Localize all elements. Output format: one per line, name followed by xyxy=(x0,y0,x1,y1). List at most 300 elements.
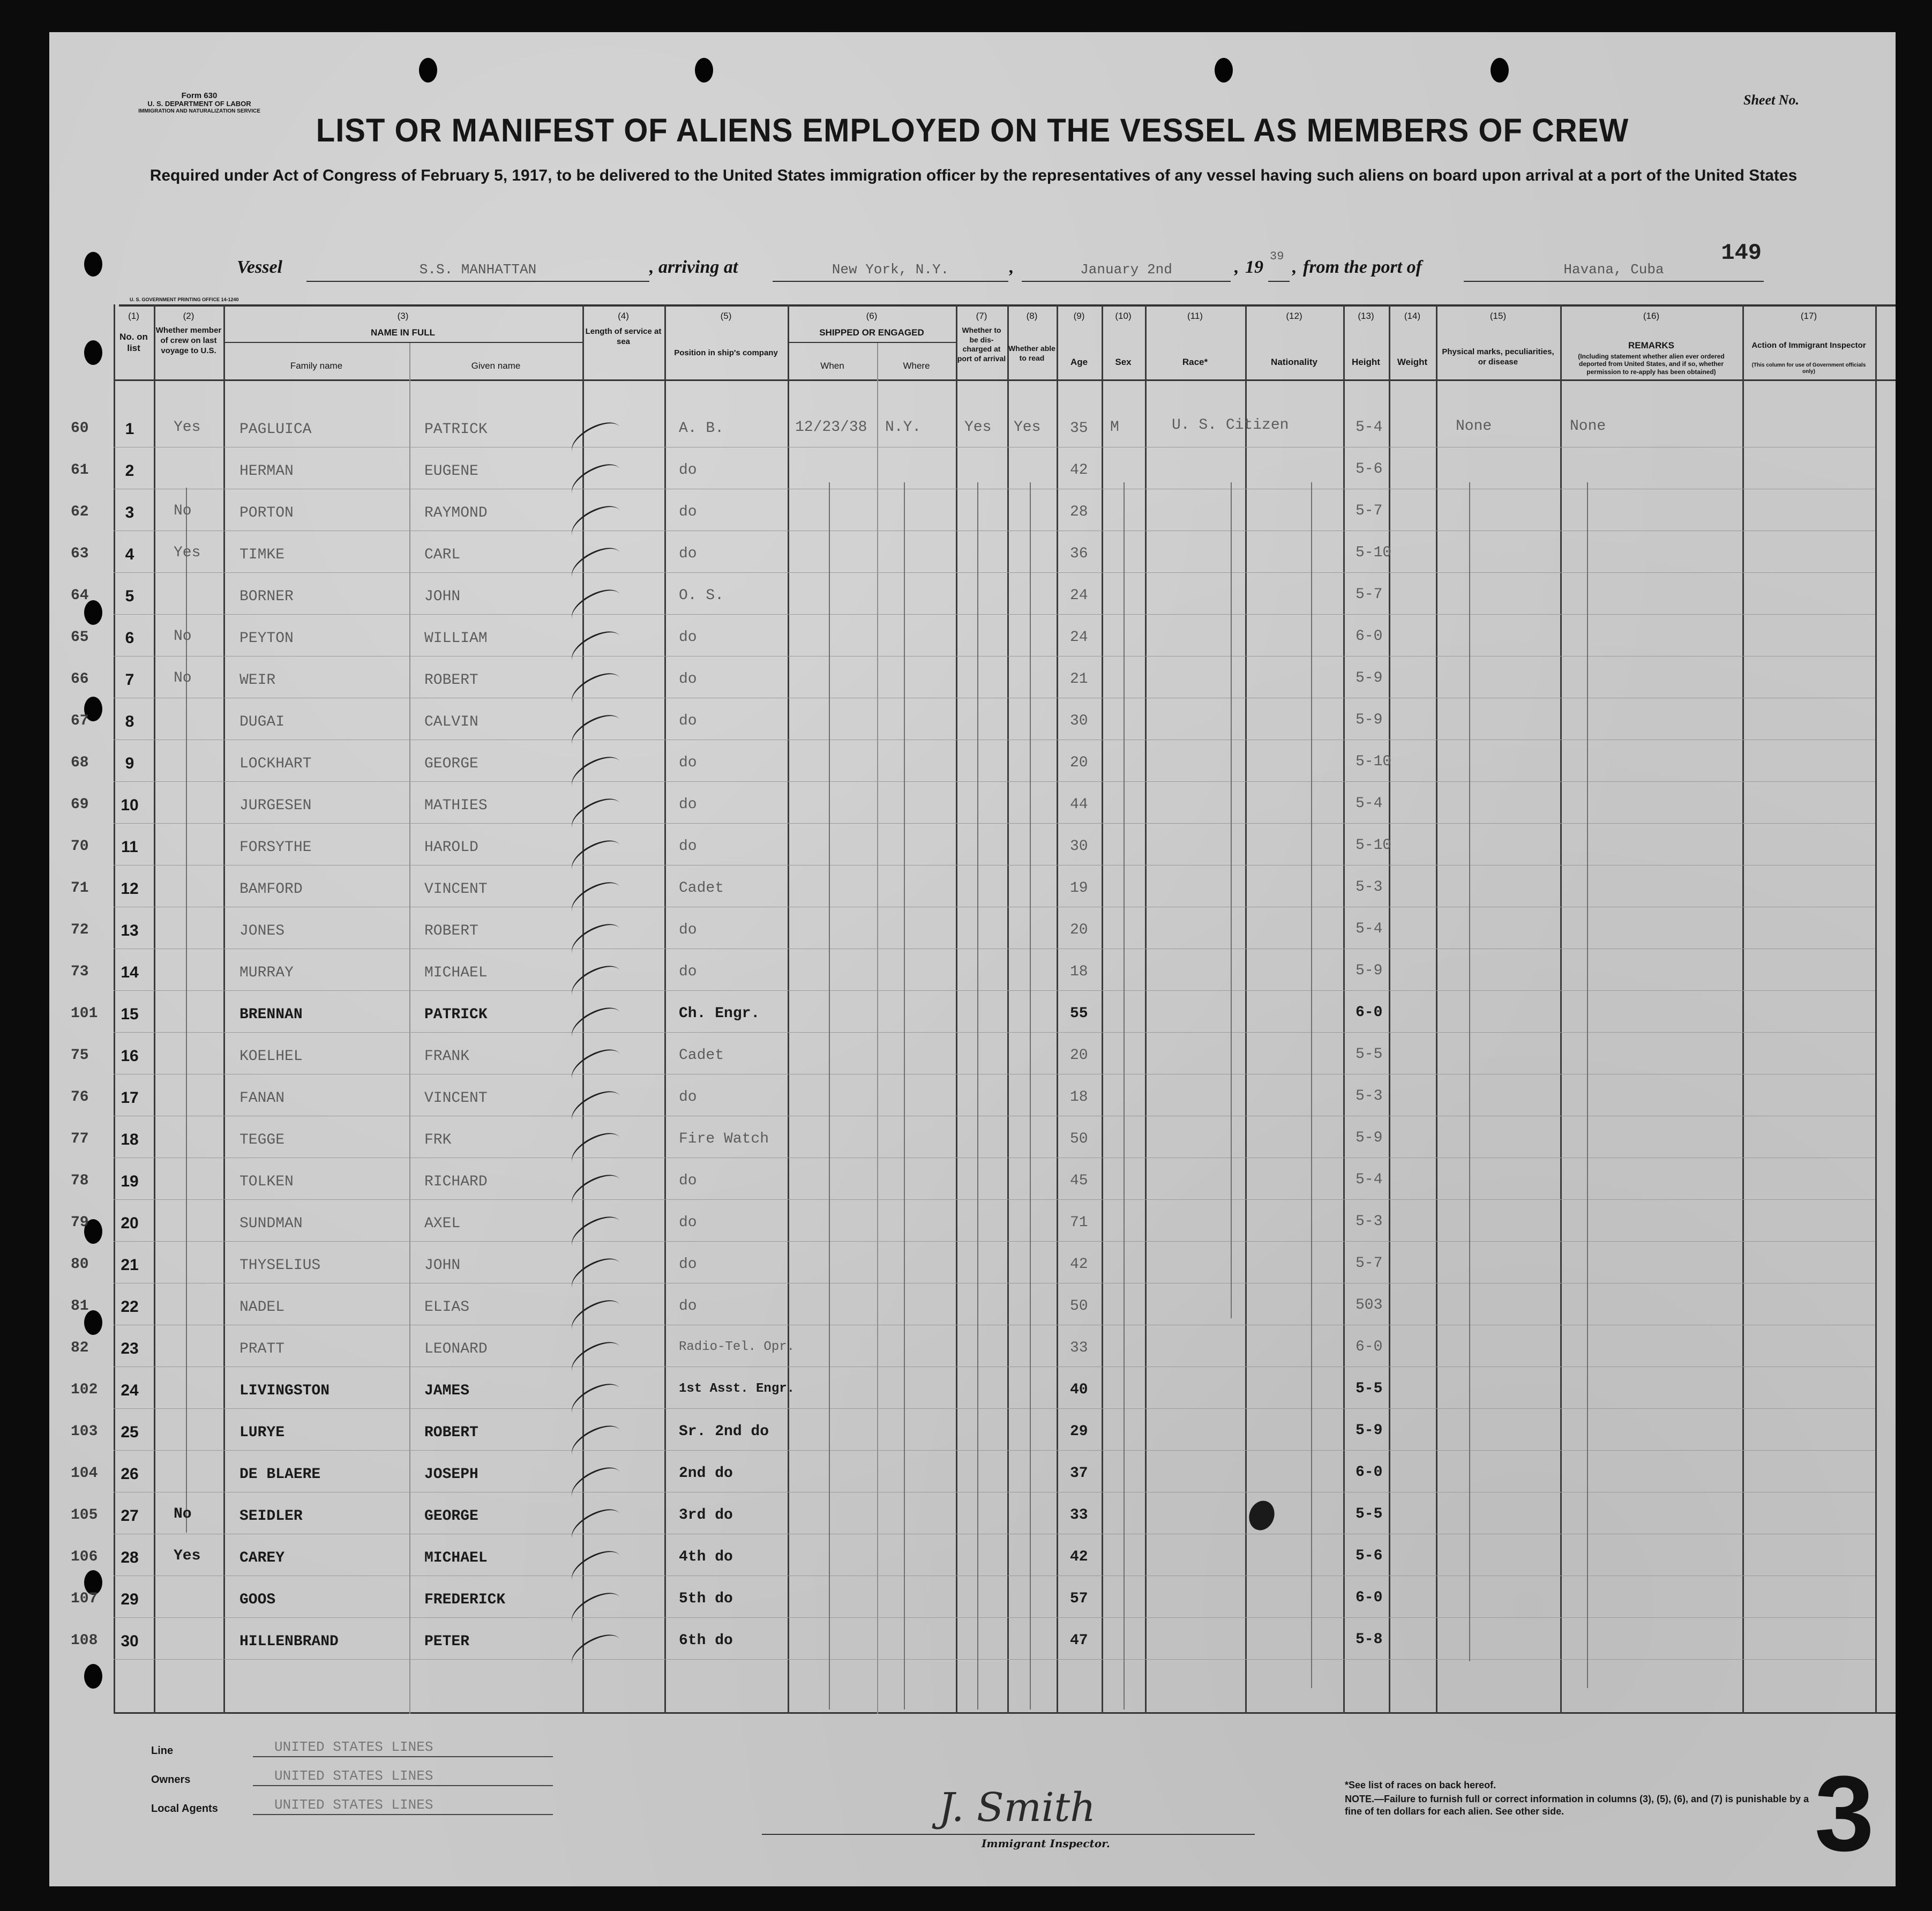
height-cell: 5-10 xyxy=(1356,753,1392,770)
margin-number: 70 xyxy=(71,838,89,855)
age-cell: 42 xyxy=(1070,1256,1088,1273)
age-cell: 18 xyxy=(1070,964,1088,980)
margin-number: 67 xyxy=(71,713,89,729)
table-row xyxy=(49,1541,1896,1582)
given-name-cell: FRANK xyxy=(424,1048,470,1065)
discharged-cell: Yes xyxy=(964,419,992,436)
header-action: Action of Immigrant Inspector xyxy=(1751,341,1866,350)
from-port: Havana, Cuba xyxy=(1464,262,1764,282)
table-row xyxy=(49,1416,1896,1457)
vessel-line: Vessel S.S. MANHATTAN , arriving at New York, N.Y. , January 2nd , 19 39 , from the port of Havana, Cuba xyxy=(237,257,1764,289)
last-voyage-cell: No xyxy=(174,628,192,645)
header-weight: Weight xyxy=(1397,357,1428,367)
height-cell: 5-9 xyxy=(1356,712,1383,728)
position-cell: Cadet xyxy=(679,880,724,897)
table-row xyxy=(49,1625,1896,1666)
age-cell: 44 xyxy=(1070,796,1088,813)
physical-marks-cell: None xyxy=(1456,418,1492,435)
given-name-cell: ROBERT xyxy=(424,1424,478,1441)
punch-hole xyxy=(419,58,437,83)
table-row xyxy=(49,1458,1896,1498)
family-name-cell: KOELHEL xyxy=(239,1048,303,1065)
position-cell: 1st Asst. Engr. xyxy=(679,1382,795,1396)
punch-hole xyxy=(84,252,102,277)
last-voyage-cell: No xyxy=(174,1506,192,1522)
age-cell: 42 xyxy=(1070,1549,1088,1565)
position-cell: do xyxy=(679,838,697,855)
position-cell: 6th do xyxy=(679,1632,733,1649)
family-name-cell: SUNDMAN xyxy=(239,1215,303,1232)
table-row xyxy=(49,413,1896,453)
table-row xyxy=(49,956,1896,997)
table-row xyxy=(49,872,1896,913)
position-cell: A. B. xyxy=(679,420,724,437)
given-name-cell: AXEL xyxy=(424,1215,461,1232)
table-row xyxy=(49,998,1896,1039)
age-cell: 71 xyxy=(1070,1214,1088,1231)
height-cell: 5-9 xyxy=(1356,1130,1383,1146)
margin-number: 64 xyxy=(71,587,89,604)
age-cell: 50 xyxy=(1070,1298,1088,1315)
col-number: (2) xyxy=(183,311,194,321)
age-cell: 24 xyxy=(1070,629,1088,646)
margin-number: 105 xyxy=(71,1507,98,1524)
punch-hole xyxy=(695,58,713,83)
table-row xyxy=(49,747,1896,788)
given-name-cell: FREDERICK xyxy=(424,1592,506,1608)
position-cell: 5th do xyxy=(679,1591,733,1607)
age-cell: 55 xyxy=(1070,1005,1088,1022)
given-name-cell: JOHN xyxy=(424,588,461,605)
age-cell: 33 xyxy=(1070,1507,1088,1524)
age-cell: 18 xyxy=(1070,1089,1088,1106)
sheet-number-label: Sheet No. xyxy=(1743,92,1799,108)
position-cell: O. S. xyxy=(679,587,724,604)
given-name-cell: GEORGE xyxy=(424,1508,478,1525)
row-number: 1 xyxy=(125,420,134,438)
position-cell: do xyxy=(679,1298,697,1315)
margin-number: 73 xyxy=(71,964,89,980)
header-given-name: Given name xyxy=(471,361,521,371)
able-to-read-cell: Yes xyxy=(1014,419,1041,436)
arriving-label: , arriving at xyxy=(649,257,738,277)
family-name-cell: HILLENBRAND xyxy=(239,1633,339,1650)
arrival-date: January 2nd xyxy=(1022,262,1231,282)
margin-number: 75 xyxy=(71,1047,89,1064)
height-cell: 5-6 xyxy=(1356,461,1383,477)
row-number: 18 xyxy=(121,1131,139,1148)
given-name-cell: MICHAEL xyxy=(424,965,488,981)
margin-number: 60 xyxy=(71,420,89,437)
shipped-when-cell: 12/23/38 xyxy=(795,419,867,436)
row-number: 7 xyxy=(125,671,134,689)
year-suffix: 39 xyxy=(1270,250,1284,263)
col-number: (14) xyxy=(1404,311,1421,321)
vessel-name: S.S. MANHATTAN xyxy=(306,262,649,282)
position-cell: Cadet xyxy=(679,1047,724,1064)
row-number: 12 xyxy=(121,880,139,898)
height-cell: 5-10 xyxy=(1356,544,1392,561)
row-number: 28 xyxy=(121,1549,139,1566)
form-number: Form 630 xyxy=(181,91,218,100)
given-name-cell: JAMES xyxy=(424,1383,470,1399)
row-number: 14 xyxy=(121,964,139,981)
age-cell: 57 xyxy=(1070,1591,1088,1607)
age-cell: 28 xyxy=(1070,504,1088,520)
margin-number: 76 xyxy=(71,1089,89,1106)
nationality-note: U. S. Citizen xyxy=(1172,417,1289,434)
age-cell: 35 xyxy=(1070,420,1088,437)
fine-note: NOTE.—Failure to furnish full or correct information in columns (3), (5), (6), and (7) is punishable by a fine of ten dollars for each alien. See other side. xyxy=(1345,1794,1809,1817)
age-cell: 47 xyxy=(1070,1632,1088,1649)
family-name-cell: FORSYTHE xyxy=(239,839,312,856)
age-cell: 21 xyxy=(1070,671,1088,688)
height-cell: 5-8 xyxy=(1356,1631,1383,1648)
gpo-line: U. S. GOVERNMENT PRINTING OFFICE 14-1240 xyxy=(130,297,239,302)
family-name-cell: HERMAN xyxy=(239,463,294,480)
document-number: 149 xyxy=(1721,240,1762,266)
owners-label: Owners xyxy=(151,1774,191,1786)
family-name-cell: TOLKEN xyxy=(239,1174,294,1190)
margin-number: 80 xyxy=(71,1256,89,1273)
punch-hole xyxy=(1215,58,1233,83)
table-row xyxy=(49,705,1896,746)
col-number: (7) xyxy=(976,311,987,321)
margin-number: 61 xyxy=(71,462,89,479)
margin-number: 81 xyxy=(71,1298,89,1315)
department-name: U. S. DEPARTMENT OF LABOR xyxy=(147,100,251,108)
height-cell: 6-0 xyxy=(1356,1339,1383,1355)
age-cell: 20 xyxy=(1070,1047,1088,1064)
age-cell: 29 xyxy=(1070,1423,1088,1440)
margin-number: 69 xyxy=(71,796,89,813)
position-cell: 3rd do xyxy=(679,1507,733,1524)
table-row xyxy=(49,1081,1896,1122)
row-number: 15 xyxy=(121,1005,139,1023)
position-cell: do xyxy=(679,755,697,771)
position-cell: do xyxy=(679,964,697,980)
row-number: 25 xyxy=(121,1423,139,1441)
position-cell: do xyxy=(679,922,697,938)
service-name: IMMIGRATION AND NATURALIZATION SERVICE xyxy=(138,108,260,115)
given-name-cell: MICHAEL xyxy=(424,1550,488,1566)
position-cell: do xyxy=(679,462,697,479)
position-cell: do xyxy=(679,1214,697,1231)
vessel-label: Vessel xyxy=(237,257,282,277)
header-remarks: REMARKS xyxy=(1628,340,1674,350)
row-number: 29 xyxy=(121,1591,139,1608)
given-name-cell: EUGENE xyxy=(424,463,478,480)
col-number: (11) xyxy=(1187,311,1203,321)
family-name-cell: PAGLUICA xyxy=(239,421,312,438)
given-name-cell: CALVIN xyxy=(424,714,478,730)
family-name-cell: NADEL xyxy=(239,1299,285,1316)
age-cell: 33 xyxy=(1070,1340,1088,1356)
table-row xyxy=(49,663,1896,704)
col-number: (13) xyxy=(1358,311,1374,321)
row-number: 2 xyxy=(125,462,134,480)
family-name-cell: PORTON xyxy=(239,505,294,521)
col-number: (10) xyxy=(1115,311,1132,321)
punch-hole xyxy=(84,340,102,365)
row-number: 21 xyxy=(121,1256,139,1274)
header-shipped-engaged: SHIPPED OR ENGAGED xyxy=(819,327,924,338)
row-number: 11 xyxy=(121,838,138,856)
table-row xyxy=(49,1123,1896,1164)
table-row xyxy=(49,1374,1896,1415)
header-age: Age xyxy=(1070,357,1088,367)
height-cell: 6-0 xyxy=(1356,1464,1383,1481)
col-number: (9) xyxy=(1073,311,1085,321)
given-name-cell: JOHN xyxy=(424,1257,461,1274)
position-cell: Sr. 2nd do xyxy=(679,1423,769,1440)
row-number: 22 xyxy=(121,1298,139,1316)
height-cell: 5-4 xyxy=(1356,1171,1383,1188)
position-cell: do xyxy=(679,671,697,688)
header-able-to-read: Whether able to read xyxy=(1008,344,1055,362)
table-row xyxy=(49,1499,1896,1540)
table-row xyxy=(49,1290,1896,1331)
given-name-cell: JOSEPH xyxy=(424,1466,478,1483)
local-agents-label: Local Agents xyxy=(151,1803,218,1815)
given-name-cell: RAYMOND xyxy=(424,505,488,521)
position-cell: do xyxy=(679,1256,697,1273)
height-cell: 5-9 xyxy=(1356,1422,1383,1439)
given-name-cell: ROBERT xyxy=(424,672,478,689)
row-number: 10 xyxy=(121,796,139,814)
position-cell: do xyxy=(679,504,697,520)
sex-cell: M xyxy=(1110,419,1119,436)
family-name-cell: JURGESEN xyxy=(239,797,312,814)
height-cell: 6-0 xyxy=(1356,1004,1383,1021)
header-family-name: Family name xyxy=(290,361,343,371)
height-cell: 5-3 xyxy=(1356,879,1383,895)
given-name-cell: LEONARD xyxy=(424,1341,488,1357)
margin-number: 66 xyxy=(71,671,89,688)
given-name-cell: MATHIES xyxy=(424,797,488,814)
position-cell: 4th do xyxy=(679,1549,733,1565)
margin-number: 78 xyxy=(71,1173,89,1189)
table-row xyxy=(49,1583,1896,1624)
given-name-cell: FRK xyxy=(424,1132,452,1148)
family-name-cell: PRATT xyxy=(239,1341,285,1357)
col-number: (5) xyxy=(720,311,732,321)
header-physical-marks: Physical marks, peculiarities, or disease xyxy=(1442,347,1554,367)
family-name-cell: JONES xyxy=(239,923,285,939)
margin-number: 106 xyxy=(71,1549,98,1565)
position-cell: Radio-Tel. Opr. xyxy=(679,1340,795,1354)
height-cell: 5-5 xyxy=(1356,1046,1383,1063)
height-cell: 5-3 xyxy=(1356,1088,1383,1104)
row-number: 16 xyxy=(121,1047,139,1065)
height-cell: 5-10 xyxy=(1356,837,1392,854)
margin-number: 63 xyxy=(71,546,89,562)
header-action-sub: (This column for use of Government officials only) xyxy=(1751,362,1866,375)
position-cell: do xyxy=(679,629,697,646)
punch-hole xyxy=(84,1664,102,1689)
page-marker-number: 3 xyxy=(1814,1754,1874,1873)
family-name-cell: TIMKE xyxy=(239,547,285,563)
row-number: 3 xyxy=(125,504,134,521)
table-row xyxy=(49,538,1896,579)
col-number: (3) xyxy=(397,311,409,321)
header-discharged: Whether to be dis-charged at port of arrival xyxy=(957,326,1006,363)
family-name-cell: LIVINGSTON xyxy=(239,1383,330,1399)
last-voyage-cell: No xyxy=(174,503,192,519)
position-cell: do xyxy=(679,796,697,813)
age-cell: 50 xyxy=(1070,1131,1088,1147)
margin-number: 62 xyxy=(71,504,89,520)
col-number: (1) xyxy=(128,311,139,321)
header-position: Position in ship's company xyxy=(674,348,778,357)
col-number: (12) xyxy=(1286,311,1302,321)
table-row xyxy=(49,1165,1896,1206)
manifest-sheet xyxy=(49,32,1896,1886)
family-name-cell: CAREY xyxy=(239,1550,285,1566)
margin-number: 107 xyxy=(71,1591,98,1607)
height-cell: 5-5 xyxy=(1356,1380,1383,1397)
height-cell: 5-4 xyxy=(1356,921,1383,937)
height-cell: 5-5 xyxy=(1356,1506,1383,1522)
punch-hole xyxy=(1491,58,1509,83)
year-prefix: 19 xyxy=(1245,257,1263,277)
position-cell: 2nd do xyxy=(679,1465,733,1482)
family-name-cell: LOCKHART xyxy=(239,756,312,772)
age-cell: 30 xyxy=(1070,838,1088,855)
header-when: When xyxy=(820,361,844,371)
given-name-cell: ROBERT xyxy=(424,923,478,939)
age-cell: 40 xyxy=(1070,1382,1088,1398)
margin-number: 71 xyxy=(71,880,89,897)
height-cell: 5-7 xyxy=(1356,586,1383,603)
position-cell: do xyxy=(679,546,697,562)
family-name-cell: GOOS xyxy=(239,1592,276,1608)
row-number: 13 xyxy=(121,922,139,939)
header-sex: Sex xyxy=(1115,357,1132,367)
col-number: (4) xyxy=(618,311,629,321)
age-cell: 19 xyxy=(1070,880,1088,897)
table-row xyxy=(49,831,1896,871)
family-name-cell: DE BLAERE xyxy=(239,1466,321,1483)
family-name-cell: MURRAY xyxy=(239,965,294,981)
family-name-cell: PEYTON xyxy=(239,630,294,647)
table-row xyxy=(49,1249,1896,1289)
age-cell: 45 xyxy=(1070,1173,1088,1189)
header-nationality: Nationality xyxy=(1271,357,1317,367)
given-name-cell: CARL xyxy=(424,547,461,563)
height-cell: 5-9 xyxy=(1356,962,1383,979)
margin-number: 101 xyxy=(71,1005,98,1022)
margin-number: 68 xyxy=(71,755,89,771)
last-voyage-cell: Yes xyxy=(174,419,201,436)
row-number: 23 xyxy=(121,1340,139,1357)
margin-number: 108 xyxy=(71,1632,98,1649)
header-last-voyage: Whether member of crew on last voyage to U.S. xyxy=(155,326,222,355)
height-cell: 5-7 xyxy=(1356,503,1383,519)
owners-value: UNITED STATES LINES xyxy=(253,1768,553,1786)
line-label: Line xyxy=(151,1745,174,1757)
margin-number: 65 xyxy=(71,629,89,646)
local-agents-value: UNITED STATES LINES xyxy=(253,1797,553,1815)
height-cell: 5-9 xyxy=(1356,670,1383,686)
position-cell: Fire Watch xyxy=(679,1131,769,1147)
from-port-label: from the port of xyxy=(1303,257,1422,277)
row-number: 5 xyxy=(125,587,134,605)
table-row xyxy=(49,789,1896,830)
height-cell: 6-0 xyxy=(1356,1589,1383,1606)
position-cell: do xyxy=(679,1089,697,1106)
header-remarks-sub: (Including statement whether alien ever ordered deported from United States, and if so, whether permission to re-apply has been obtained) xyxy=(1578,353,1725,376)
table-row xyxy=(49,1207,1896,1248)
last-voyage-cell: No xyxy=(174,670,192,686)
remarks-cell: None xyxy=(1570,418,1606,435)
row-number: 6 xyxy=(125,629,134,647)
header-race: Race* xyxy=(1182,357,1208,367)
col-number: (17) xyxy=(1800,311,1817,321)
table-row xyxy=(49,496,1896,537)
last-voyage-cell: Yes xyxy=(174,1548,201,1564)
margin-number: 72 xyxy=(71,922,89,938)
header-name-in-full: NAME IN FULL xyxy=(371,327,435,338)
inspector-signature: J. Smith xyxy=(939,1785,1096,1831)
age-cell: 20 xyxy=(1070,755,1088,771)
margin-number: 102 xyxy=(71,1382,98,1398)
position-cell: do xyxy=(679,1173,697,1189)
family-name-cell: WEIR xyxy=(239,672,276,689)
given-name-cell: WILLIAM xyxy=(424,630,488,647)
age-cell: 24 xyxy=(1070,587,1088,604)
age-cell: 30 xyxy=(1070,713,1088,729)
page-subtitle: Required under Act of Congress of February 5, 1917, to be delivered to the United States immigration officer by the representatives of any vessel having such aliens on board upon arrival at a port of the United States xyxy=(149,167,1798,184)
height-cell: 5-4 xyxy=(1356,795,1383,812)
margin-number: 104 xyxy=(71,1465,98,1482)
given-name-cell: VINCENT xyxy=(424,881,488,898)
table-row xyxy=(49,1040,1896,1080)
row-number: 17 xyxy=(121,1089,139,1107)
given-name-cell: PETER xyxy=(424,1633,470,1650)
row-number: 8 xyxy=(125,713,134,730)
length-of-service-mark xyxy=(566,1628,626,1676)
page-title: LIST OR MANIFEST OF ALIENS EMPLOYED ON THE VESSEL AS MEMBERS OF CREW xyxy=(316,112,1629,149)
row-number: 9 xyxy=(125,755,134,772)
margin-number: 77 xyxy=(71,1131,89,1147)
col-number: (15) xyxy=(1489,311,1507,321)
row-number: 4 xyxy=(125,546,134,563)
family-name-cell: BAMFORD xyxy=(239,881,303,898)
inspector-label: Immigrant Inspector. xyxy=(982,1837,1110,1850)
family-name-cell: BORNER xyxy=(239,588,294,605)
col-number: (6) xyxy=(866,311,878,321)
family-name-cell: LURYE xyxy=(239,1424,285,1441)
family-name-cell: SEIDLER xyxy=(239,1508,303,1525)
height-cell: 6-0 xyxy=(1356,628,1383,645)
position-cell: do xyxy=(679,713,697,729)
table-row xyxy=(49,454,1896,495)
position-cell: Ch. Engr. xyxy=(679,1005,760,1022)
row-number: 26 xyxy=(121,1465,139,1483)
col-number: (16) xyxy=(1643,311,1660,321)
family-name-cell: DUGAI xyxy=(239,714,285,730)
given-name-cell: GEORGE xyxy=(424,756,478,772)
age-cell: 37 xyxy=(1070,1465,1088,1482)
table-row xyxy=(49,580,1896,621)
row-number: 19 xyxy=(121,1173,139,1190)
height-cell: 5-7 xyxy=(1356,1255,1383,1272)
header-no-on-list: No. on list xyxy=(119,332,148,354)
row-number: 30 xyxy=(121,1632,139,1650)
table-row xyxy=(49,1332,1896,1373)
given-name-cell: PATRICK xyxy=(424,421,488,438)
